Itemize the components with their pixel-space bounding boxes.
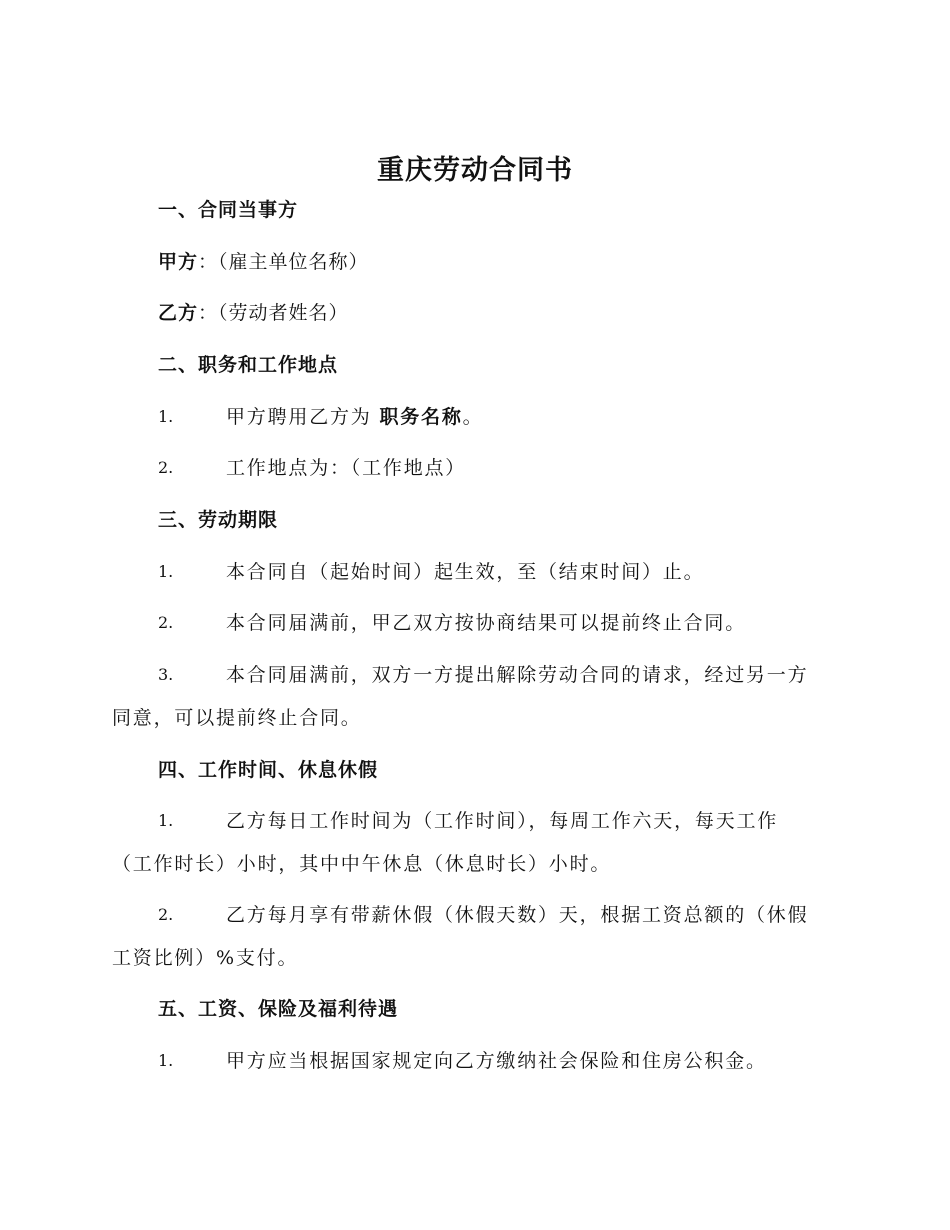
item-number: 2. — [158, 905, 174, 924]
document-title: 重庆劳动合同书 — [377, 155, 573, 186]
item-text: 本合同届满前，双方一方提出解除劳动合同的请求，经过另一方 — [226, 664, 809, 686]
party-a-line — [158, 240, 950, 284]
party-a-label: 甲方 — [158, 251, 199, 273]
item-number: 1. — [158, 562, 174, 581]
item-text: 乙方每日工作时间为（工作时间），每周工作六天，每天工作 — [226, 810, 779, 832]
section-heading-salary: 五、工资、保险及福利待遇 — [158, 998, 399, 1020]
item-text: 乙方每月享有带薪休假（休假天数）天，根据工资总额的（休假 — [226, 904, 809, 926]
item-text: 甲方应当根据国家规定向乙方缴纳社会保险和住房公积金。 — [226, 1050, 767, 1072]
item-text-before: 甲方聘用乙方为 — [226, 406, 372, 428]
position-name-bold: 职务名称 — [379, 406, 463, 428]
item-number: 1. — [158, 1051, 174, 1070]
item-number: 2. — [158, 458, 174, 477]
item-text-after: 。 — [462, 406, 484, 428]
section-heading-term: 三、劳动期限 — [158, 509, 279, 531]
section-heading-hours: 四、工作时间、休息休假 — [158, 759, 379, 781]
item-number: 1. — [158, 407, 174, 426]
party-b-value: ：（劳动者姓名） — [198, 302, 349, 324]
item-text-continuation: 工资比例）%支付。 — [112, 947, 299, 969]
party-b-label: 乙方 — [158, 302, 199, 324]
item-text: 本合同自（起始时间）起生效，至（结束时间）止。 — [226, 561, 705, 583]
item-number: 2. — [158, 613, 174, 632]
section-heading-parties: 一、合同当事方 — [158, 199, 299, 221]
item-text — [226, 395, 483, 439]
item-text: 工作地点为：（工作地点） — [226, 457, 467, 479]
section-heading-position: 二、职务和工作地点 — [158, 354, 339, 376]
item-number: 1. — [158, 811, 174, 830]
item-text-continuation: （工作时长）小时，其中中午休息（休息时长）小时。 — [112, 853, 612, 875]
party-b-line — [158, 291, 950, 335]
party-a-value: ：（雇主单位名称） — [198, 251, 369, 273]
item-number: 3. — [158, 665, 174, 684]
item-text: 本合同届满前，甲乙双方按协商结果可以提前终止合同。 — [226, 612, 747, 634]
item-text-continuation: 同意，可以提前终止合同。 — [112, 707, 362, 729]
